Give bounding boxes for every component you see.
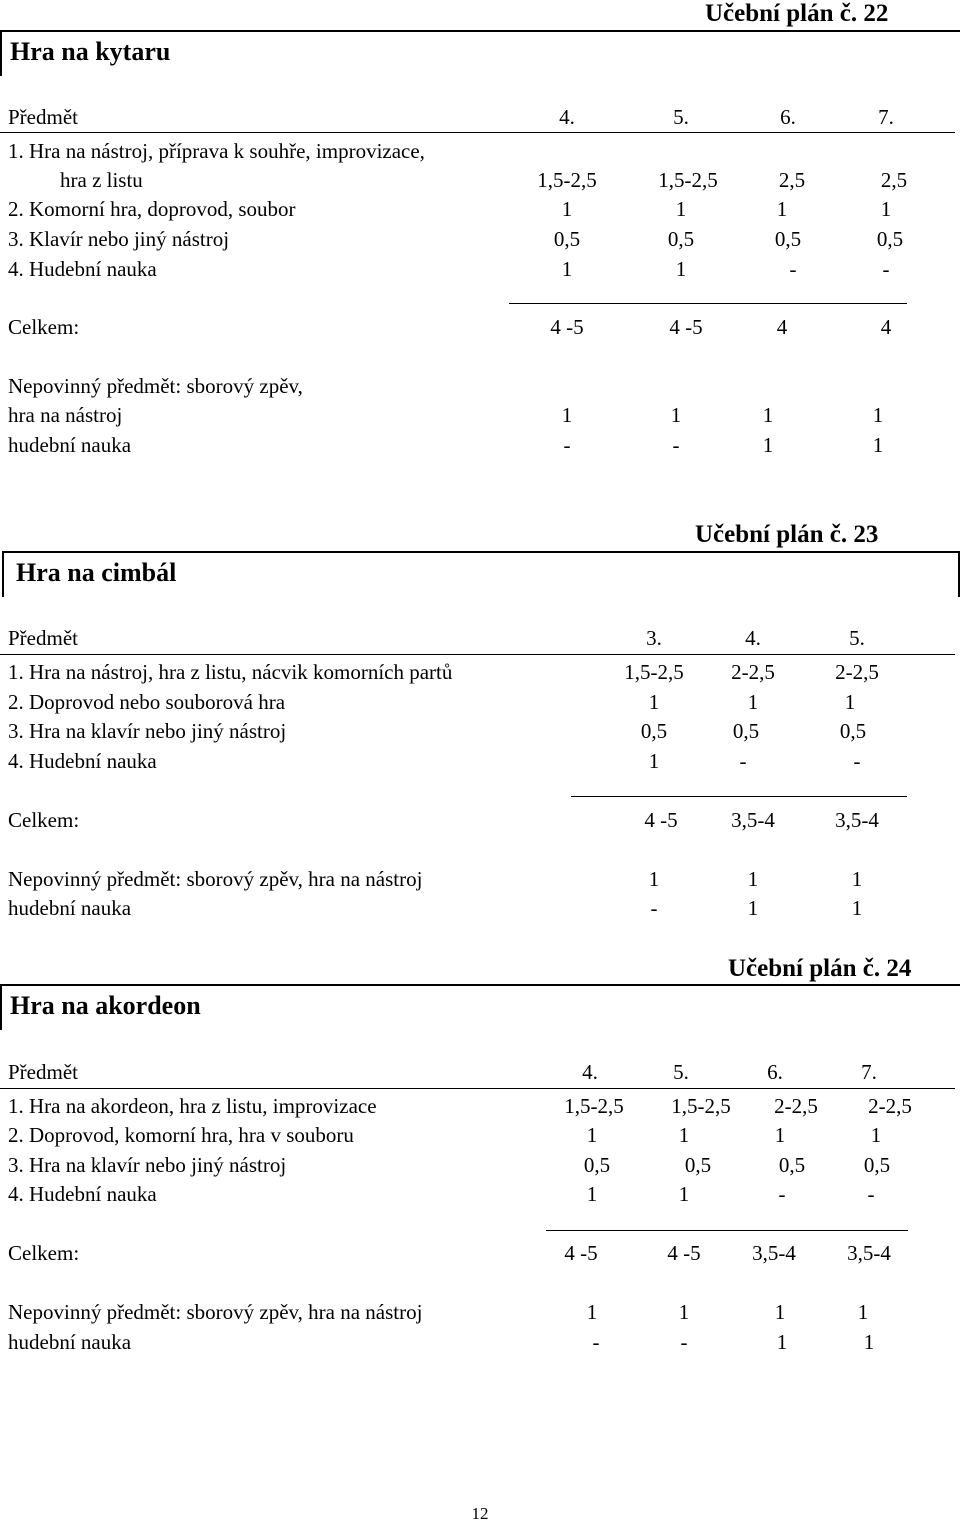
plan-22-cell: 1	[776, 197, 788, 221]
plan-22-instrument: Hra na kytaru	[10, 37, 171, 66]
plan-23-optional-row	[0, 893, 960, 923]
plan-24-optional-cell: 1	[857, 1300, 869, 1324]
plan-23-cell: 0,5	[732, 719, 760, 743]
plan-24-cell: -	[867, 1182, 875, 1206]
plan-24-cell: -	[778, 1182, 786, 1206]
plan-22-total-cell: 4 -5	[669, 315, 703, 339]
plan-24-optional-cell: 1	[586, 1300, 598, 1324]
plan-22-cell: 1	[675, 197, 687, 221]
plan-24-year-0: 4.	[582, 1060, 598, 1084]
plan-22-cell: 2,5	[880, 168, 908, 192]
plan-22-optional-cell: 1	[872, 403, 884, 427]
plan-24-cell: 1	[678, 1123, 690, 1147]
plan-24-optional-row	[0, 1297, 960, 1327]
plan-23-total-row	[0, 805, 960, 835]
plan-23-total-cell: 4 -5	[644, 808, 678, 832]
plan-23-subject-row	[0, 687, 960, 717]
plan-22-sum-rule	[509, 303, 907, 304]
plan-23-optional-label: Nepovinný předmět: sborový zpěv, hra na nástroj	[8, 867, 423, 891]
plan-23-subject-label: 4. Hudební nauka	[8, 749, 157, 773]
plan-22-subject-label: 4. Hudební nauka	[8, 257, 157, 281]
plan-24-cell: 1,5-2,5	[564, 1094, 624, 1118]
plan-22-cell: 1,5-2,5	[537, 168, 597, 192]
plan-22-cell: 0,5	[553, 227, 581, 251]
plan-23-subject-label: 2. Doprovod nebo souborová hra	[8, 690, 286, 714]
plan-24-cell: 0,5	[778, 1153, 806, 1177]
plan-23-subject-row	[0, 716, 960, 746]
plan-24-optional-row	[0, 1327, 960, 1357]
plan-22-cell: 0,5	[667, 227, 695, 251]
plan-24-cell: 1	[774, 1123, 786, 1147]
plan-23-cell: 0,5	[640, 719, 668, 743]
plan-24-cell: 1	[678, 1182, 690, 1206]
plan-23-total-label: Celkem:	[8, 808, 80, 832]
plan-24-optional-label: hudební nauka	[8, 1330, 132, 1354]
plan-24-cell: 1	[586, 1123, 598, 1147]
plan-22-year-1: 5.	[673, 105, 689, 129]
plan-24-optional-cell: 1	[776, 1330, 788, 1354]
plan-22-subject-row	[0, 224, 960, 254]
plan-23-subject-label: 3. Hra na klavír nebo jiný nástroj	[8, 719, 287, 743]
plan-22-optional-label: hra na nástroj	[8, 403, 123, 427]
plan-22-cell: 2,5	[778, 168, 806, 192]
plan-24-year-2: 6.	[767, 1060, 783, 1084]
plan-23-year-2: 5.	[849, 626, 865, 650]
plan-22-subject-header: Předmět	[8, 105, 78, 129]
plan-23-total-cell: 3,5-4	[835, 808, 879, 832]
plan-24-optional-cell: 1	[678, 1300, 690, 1324]
plan-22-optional-row	[0, 400, 960, 430]
plan-24-instrument-box	[0, 984, 960, 1030]
plan-22-optional-cell: -	[563, 433, 571, 457]
plan-23-instrument: Hra na cimbál	[16, 558, 177, 587]
plan-24-optional-label: Nepovinný předmět: sborový zpěv, hra na nástroj	[8, 1300, 423, 1324]
plan-22-cell: 0,5	[876, 227, 904, 251]
plan-22-optional-cell: 1	[762, 403, 774, 427]
plan-23-optional-cell: 1	[851, 896, 863, 920]
plan-24-optional-cell: -	[592, 1330, 600, 1354]
plan-24-header-row	[0, 1057, 960, 1087]
plan-24-optional-cell: 1	[774, 1300, 786, 1324]
plan-22-optional-label: hudební nauka	[8, 433, 132, 457]
plan-23-year-1: 4.	[745, 626, 761, 650]
plan-23-instrument-box	[2, 551, 960, 597]
plan-22-optional-cell: -	[672, 433, 680, 457]
plan-22-subject-row	[0, 194, 960, 224]
plan-22-optional-row	[0, 371, 960, 401]
plan-22-subject-label: 2. Komorní hra, doprovod, soubor	[8, 197, 296, 221]
plan-22-cell: 1,5-2,5	[658, 168, 718, 192]
plan-23-cell: 1	[844, 690, 856, 714]
plan-24-total-cell: 4 -5	[564, 1241, 598, 1265]
plan-23-cell: 1	[747, 690, 759, 714]
plan-24-cell: 0,5	[684, 1153, 712, 1177]
plan-24-year-3: 7.	[861, 1060, 877, 1084]
plan-23-cell: -	[739, 749, 747, 773]
plan-23-cell: 2-2,5	[731, 660, 775, 684]
plan-24-subject-label: 1. Hra na akordeon, hra z listu, improvizace	[8, 1094, 377, 1118]
plan-23-optional-label: hudební nauka	[8, 896, 132, 920]
plan-22-cell: 1	[561, 257, 573, 281]
plan-23-cell: 1	[648, 690, 660, 714]
plan-22-cell: 0,5	[774, 227, 802, 251]
plan-23-cell: 1	[648, 749, 660, 773]
plan-23-cell: 1,5-2,5	[624, 660, 684, 684]
plan-23-header-rule	[0, 654, 955, 655]
plan-24-subject-label: 3. Hra na klavír nebo jiný nástroj	[8, 1153, 287, 1177]
plan-22-subject-row	[0, 136, 960, 166]
plan-24-year-1: 5.	[673, 1060, 689, 1084]
plan-22-optional-cell: 1	[670, 403, 682, 427]
plan-23-optional-cell: 1	[747, 867, 759, 891]
plan-22-optional-label: Nepovinný předmět: sborový zpěv,	[8, 374, 303, 398]
plan-24-optional-cell: 1	[863, 1330, 875, 1354]
plan-24-total-cell: 4 -5	[667, 1241, 701, 1265]
plan-24-cell: 0,5	[863, 1153, 891, 1177]
plan-23-optional-cell: 1	[851, 867, 863, 891]
plan-23-optional-row	[0, 864, 960, 894]
plan-22-cell: -	[882, 257, 890, 281]
plan-23-subject-header: Předmět	[8, 626, 78, 650]
plan-22-optional-cell: 1	[762, 433, 774, 457]
plan-24-subject-row	[0, 1150, 960, 1180]
plan-22-cell: 1	[880, 197, 892, 221]
plan-23-optional-cell: 1	[648, 867, 660, 891]
plan-23-cell: -	[853, 749, 861, 773]
plan-24-header-rule	[0, 1088, 955, 1089]
plan-23-header-row	[0, 623, 960, 653]
plan-24-cell: 2-2,5	[774, 1094, 818, 1118]
plan-23-subject-row	[0, 746, 960, 776]
plan-22-total-cell: 4	[880, 315, 892, 339]
plan-22-optional-row	[0, 430, 960, 460]
plan-24-subject-label: 4. Hudební nauka	[8, 1182, 157, 1206]
plan-22-year-0: 4.	[559, 105, 575, 129]
plan-24-subject-row	[0, 1179, 960, 1209]
plan-24-total-cell: 3,5-4	[752, 1241, 796, 1265]
plan-24-cell: 1,5-2,5	[671, 1094, 731, 1118]
plan-22-subject-row	[0, 165, 960, 195]
plan-22-header-rule	[0, 132, 955, 133]
plan-23-subject-label: 1. Hra na nástroj, hra z listu, nácvik komorních partů	[8, 660, 453, 684]
plan-24-subject-label: 2. Doprovod, komorní hra, hra v souboru	[8, 1123, 354, 1147]
plan-23-label: Učební plán č. 23	[695, 521, 879, 548]
plan-22-subject-label: 1. Hra na nástroj, příprava k souhře, improvizace,	[8, 139, 425, 163]
plan-24-subject-header: Předmět	[8, 1060, 78, 1084]
page-number: 12	[471, 1504, 489, 1523]
plan-22-year-3: 7.	[878, 105, 894, 129]
plan-22-total-cell: 4	[776, 315, 788, 339]
plan-22-optional-cell: 1	[561, 403, 573, 427]
plan-24-label: Učební plán č. 24	[728, 955, 912, 982]
plan-24-subject-row	[0, 1120, 960, 1150]
plan-24-cell: 2-2,5	[868, 1094, 912, 1118]
plan-23-subject-row	[0, 657, 960, 687]
plan-22-cell: 1	[675, 257, 687, 281]
plan-23-optional-cell: -	[650, 896, 658, 920]
plan-24-total-label: Celkem:	[8, 1241, 80, 1265]
plan-22-header-row	[0, 102, 960, 132]
plan-22-subject-row	[0, 254, 960, 284]
plan-22-instrument-box	[0, 30, 960, 76]
plan-24-total-cell: 3,5-4	[847, 1241, 891, 1265]
plan-22-subject-label: 3. Klavír nebo jiný nástroj	[8, 227, 230, 251]
plan-24-total-row	[0, 1238, 960, 1268]
plan-22-total-row	[0, 312, 960, 342]
plan-24-cell: 1	[870, 1123, 882, 1147]
plan-24-cell: 0,5	[583, 1153, 611, 1177]
plan-22-year-2: 6.	[780, 105, 796, 129]
plan-23-sum-rule	[571, 796, 907, 797]
plan-22-cell: -	[789, 257, 797, 281]
plan-22-cell: 1	[561, 197, 573, 221]
plan-24-instrument: Hra na akordeon	[10, 991, 201, 1020]
plan-22-total-label: Celkem:	[8, 315, 80, 339]
plan-22-optional-cell: 1	[872, 433, 884, 457]
plan-23-cell: 0,5	[839, 719, 867, 743]
plan-22-subject-label: hra z listu	[60, 168, 143, 192]
plan-24-sum-rule	[546, 1230, 908, 1231]
plan-24-subject-row	[0, 1091, 960, 1121]
plan-23-year-0: 3.	[646, 626, 662, 650]
plan-23-total-cell: 3,5-4	[731, 808, 775, 832]
plan-24-cell: 1	[586, 1182, 598, 1206]
plan-22-label: Učební plán č. 22	[705, 0, 889, 27]
plan-22-total-cell: 4 -5	[550, 315, 584, 339]
plan-24-optional-cell: -	[680, 1330, 688, 1354]
plan-23-cell: 2-2,5	[835, 660, 879, 684]
plan-23-optional-cell: 1	[747, 896, 759, 920]
